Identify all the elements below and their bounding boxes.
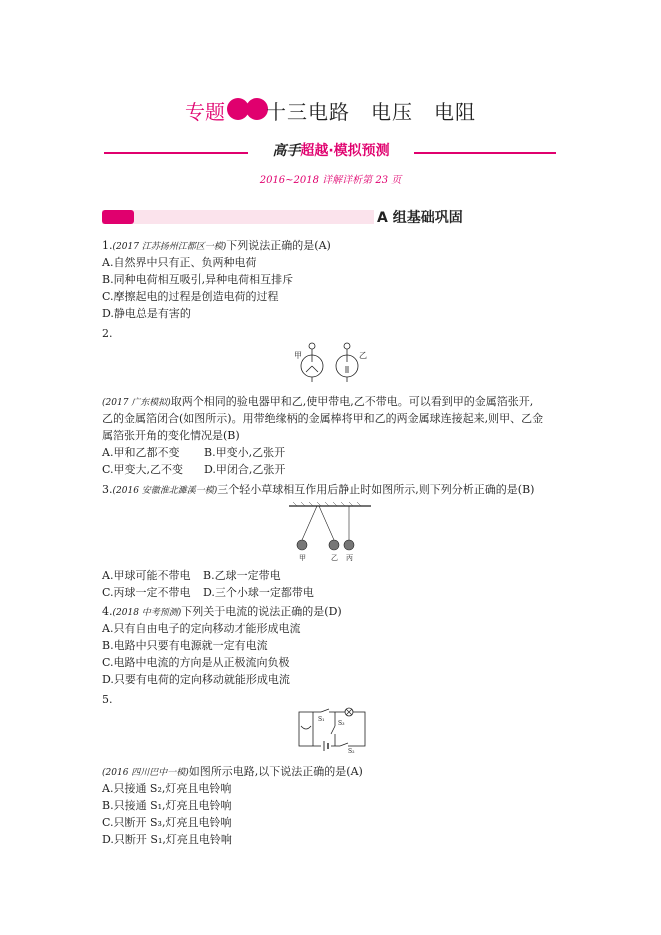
q1-number: 1. xyxy=(102,239,113,252)
q5-option-a: A.只接通 S₂,灯亮且电铃响 xyxy=(102,782,232,795)
section-title: A 组基础巩固 xyxy=(377,210,463,226)
q5-option-d: D.只断开 S₁,灯亮且电铃响 xyxy=(102,833,232,846)
q5-option-c: C.只断开 S₃,灯亮且电铃响 xyxy=(102,816,232,829)
q3-option-d: D.三个小球一定都带电 xyxy=(203,586,314,599)
q5-circuit-figure xyxy=(293,706,373,754)
q2-label-yi: 乙 xyxy=(359,351,367,360)
page-title xyxy=(0,96,661,125)
section-bar xyxy=(102,210,374,224)
q2-option-a: A.甲和乙都不变 xyxy=(102,446,180,459)
q1-text: 下列说法正确的是(A) xyxy=(226,239,331,252)
q5-label-s2: S₂ xyxy=(348,748,355,754)
banner-line-right xyxy=(414,152,556,154)
q1-option-c: C.摩擦起电的过程是创造电荷的过程 xyxy=(102,290,279,303)
q1-source: (2017 江苏扬州江都区一模) xyxy=(112,242,227,252)
q1-option-d: D.静电总是有害的 xyxy=(102,307,191,320)
title-main: 十三电路 电压 电阻 xyxy=(266,100,476,124)
q3-source: (2016 安徽淮北濉溪一模) xyxy=(112,486,218,496)
q2-option-b: B.甲变小,乙张开 xyxy=(204,446,286,459)
q3-text: 三个轻小草球相互作用后静止时如图所示,则下列分析正确的是(B) xyxy=(217,483,535,496)
q4-option-d: D.只要有电荷的定向移动就能形成电流 xyxy=(102,673,290,686)
q2-option-c: C.甲变大,乙不变 xyxy=(102,463,184,476)
q3-option-c: C.丙球一定不带电 xyxy=(102,586,191,599)
answer-page-reference: 2016~2018 详解详析第 23 页 xyxy=(259,175,402,186)
q2-label-jia: 甲 xyxy=(294,351,302,360)
q2-electroscope-figure xyxy=(292,340,372,386)
q3-label-yi: 乙 xyxy=(331,554,338,562)
q5-number: 5. xyxy=(102,693,113,706)
q3-label-bing: 丙 xyxy=(346,554,353,562)
q5-label-s3: S₃ xyxy=(338,720,345,727)
q3-option-a: A.甲球可能不带电 xyxy=(102,569,191,582)
bell-symbol xyxy=(301,726,311,729)
ball-jia xyxy=(297,540,307,550)
q2-stem-line-3: 属箔张开角的变化情况是(B) xyxy=(102,429,240,442)
q4-number: 4. xyxy=(102,605,113,618)
banner xyxy=(248,140,414,160)
electroscope-jia xyxy=(301,343,323,382)
q2-number: 2. xyxy=(102,327,113,340)
banner-line-left xyxy=(104,152,248,154)
q5-option-b: B.只接通 S₁,灯亮且电铃响 xyxy=(102,799,232,812)
ball-yi xyxy=(329,540,339,550)
ball-bing xyxy=(344,540,354,550)
q4-source: (2018 中考预测) xyxy=(112,608,182,618)
q2-stem-line-2: 乙的金属箔闭合(如图所示)。用带绝缘柄的金属棒将甲和乙的两金属球连接起来,则甲、乙金 xyxy=(102,412,544,425)
q2-source: (2017 广东模拟) xyxy=(102,398,171,408)
q1-option-a: A.自然界中只有正、负两种电荷 xyxy=(102,256,257,269)
q2-text-1: 取两个相同的验电器甲和乙,使甲带电,乙不带电。可以看到甲的金属箔张开, xyxy=(170,395,534,408)
q4-option-b: B.电路中只要有电源就一定有电流 xyxy=(102,639,268,652)
q3-option-b: B.乙球一定带电 xyxy=(203,569,281,582)
q5-text: 如图所示电路,以下说法正确的是(A) xyxy=(188,765,363,778)
electroscope-yi xyxy=(336,343,358,382)
banner-logo: 高手 xyxy=(272,143,301,159)
q4-text: 下列关于电流的说法正确的是(D) xyxy=(181,605,342,618)
section-pill xyxy=(102,210,134,224)
banner-text: 超越·模拟预测 xyxy=(300,143,390,159)
q3-stem xyxy=(102,481,534,500)
q1-option-b: B.同种电荷相互吸引,异种电荷相互排斥 xyxy=(102,273,294,286)
q5-label-s1: S₁ xyxy=(318,716,325,723)
title-prefix: 专题 xyxy=(185,100,225,124)
q4-option-a: A.只有自由电子的定向移动才能形成电流 xyxy=(102,622,301,635)
q3-number: 3. xyxy=(102,483,113,496)
q3-pith-balls-figure xyxy=(285,500,375,562)
q5-source: (2016 四川巴中一模) xyxy=(102,768,189,778)
q2-option-d: D.甲闭合,乙张开 xyxy=(204,463,286,476)
title-circles-decoration xyxy=(227,98,265,124)
q4-option-c: C.电路中电流的方向是从正极流向负极 xyxy=(102,656,290,669)
q3-label-jia: 甲 xyxy=(299,554,306,562)
